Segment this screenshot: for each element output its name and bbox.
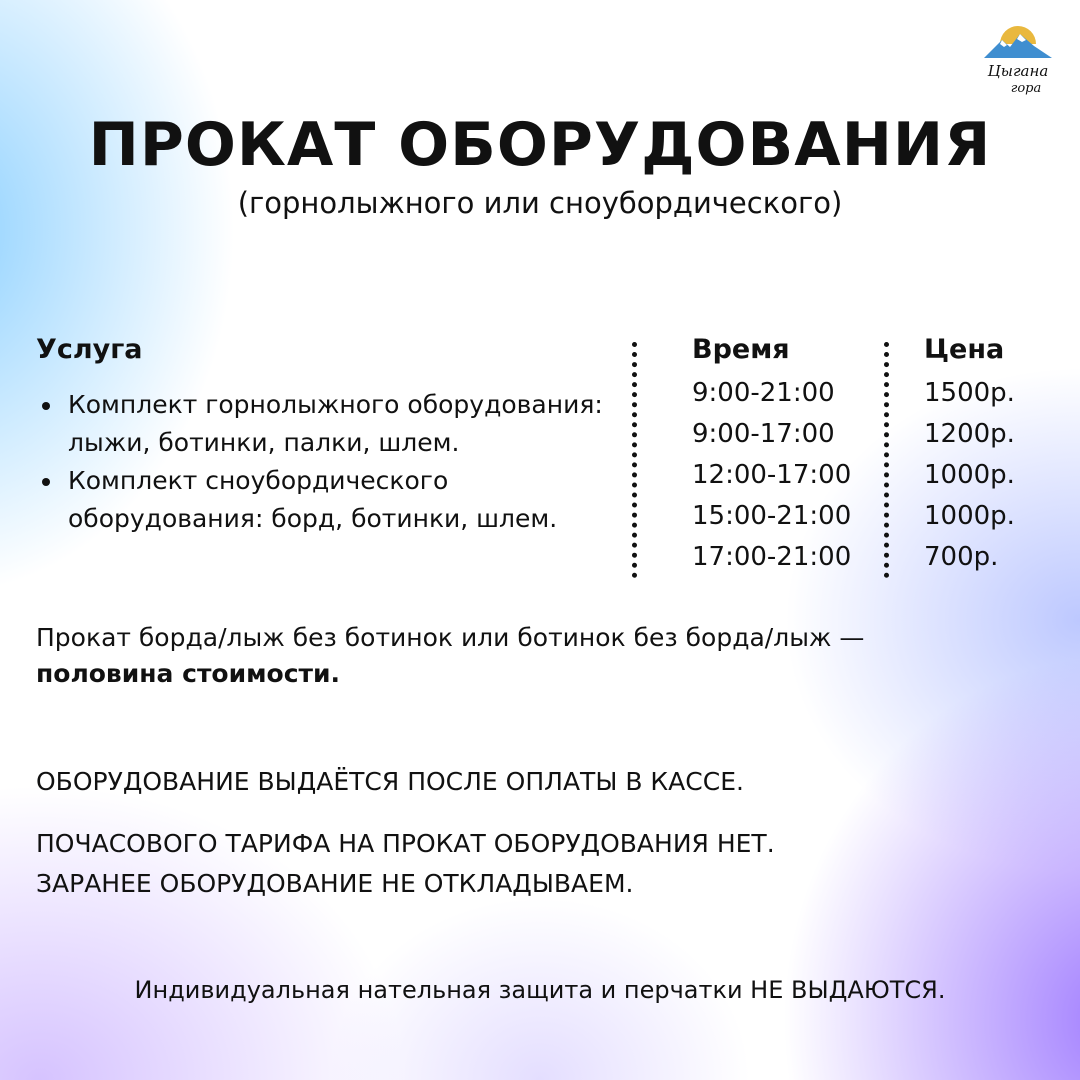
service-column-header: Услуга — [36, 334, 143, 365]
logo-line2: гора — [1010, 81, 1042, 96]
price-column-header: Цена — [924, 334, 1005, 365]
page-title: ПРОКАТ ОБОРУДОВАНИЯ — [88, 110, 992, 180]
price-list — [924, 373, 1015, 578]
time-item: 9:00-21:00 — [692, 378, 835, 408]
reserve-rule: ЗАРАНЕЕ ОБОРУДОВАНИЕ НЕ ОТКЛАДЫВАЕМ. — [36, 869, 634, 898]
payment-rule: ОБОРУДОВАНИЕ ВЫДАЁТСЯ ПОСЛЕ ОПЛАТЫ В КАССЕ. — [36, 767, 744, 796]
logo — [978, 14, 1058, 100]
list-item-snowboard-set: Комплект сноубордического оборудования: борд, ботинки, шлем. — [36, 462, 636, 538]
price-item: 1000р. — [924, 501, 1015, 531]
price-item: 700р. — [924, 542, 999, 572]
time-item: 9:00-17:00 — [692, 419, 835, 449]
price-item: 1200р. — [924, 419, 1015, 449]
time-item: 12:00-17:00 — [692, 460, 852, 490]
time-item: 17:00-21:00 — [692, 542, 852, 572]
list-item-ski-set: Комплект горнолыжного оборудования: лыжи, ботинки, палки, шлем. — [36, 386, 636, 462]
dotted-divider-left — [632, 342, 637, 578]
dotted-divider-right — [884, 342, 889, 578]
half-price-note-text: Прокат борда/лыж без ботинок или ботинок без борда/лыж — — [36, 623, 865, 652]
footer-note: Индивидуальная нательная защита и перчатки НЕ ВЫДАЮТСЯ. — [134, 976, 946, 1004]
service-list — [36, 386, 636, 538]
half-price-note-bold: половина стоимости. — [36, 659, 341, 688]
mountain-sun-icon — [978, 14, 1058, 100]
half-price-note — [36, 620, 1046, 692]
time-list — [692, 373, 851, 578]
time-item: 15:00-21:00 — [692, 501, 852, 531]
hourly-rule: ПОЧАСОВОГО ТАРИФА НА ПРОКАТ ОБОРУДОВАНИЯ НЕТ. — [36, 829, 775, 858]
price-item: 1500р. — [924, 378, 1015, 408]
price-item: 1000р. — [924, 460, 1015, 490]
page-subtitle: (горнолыжного или сноубордического) — [237, 186, 843, 220]
time-column-header: Время — [692, 334, 790, 365]
logo-line1: Цыгана — [987, 62, 1049, 80]
